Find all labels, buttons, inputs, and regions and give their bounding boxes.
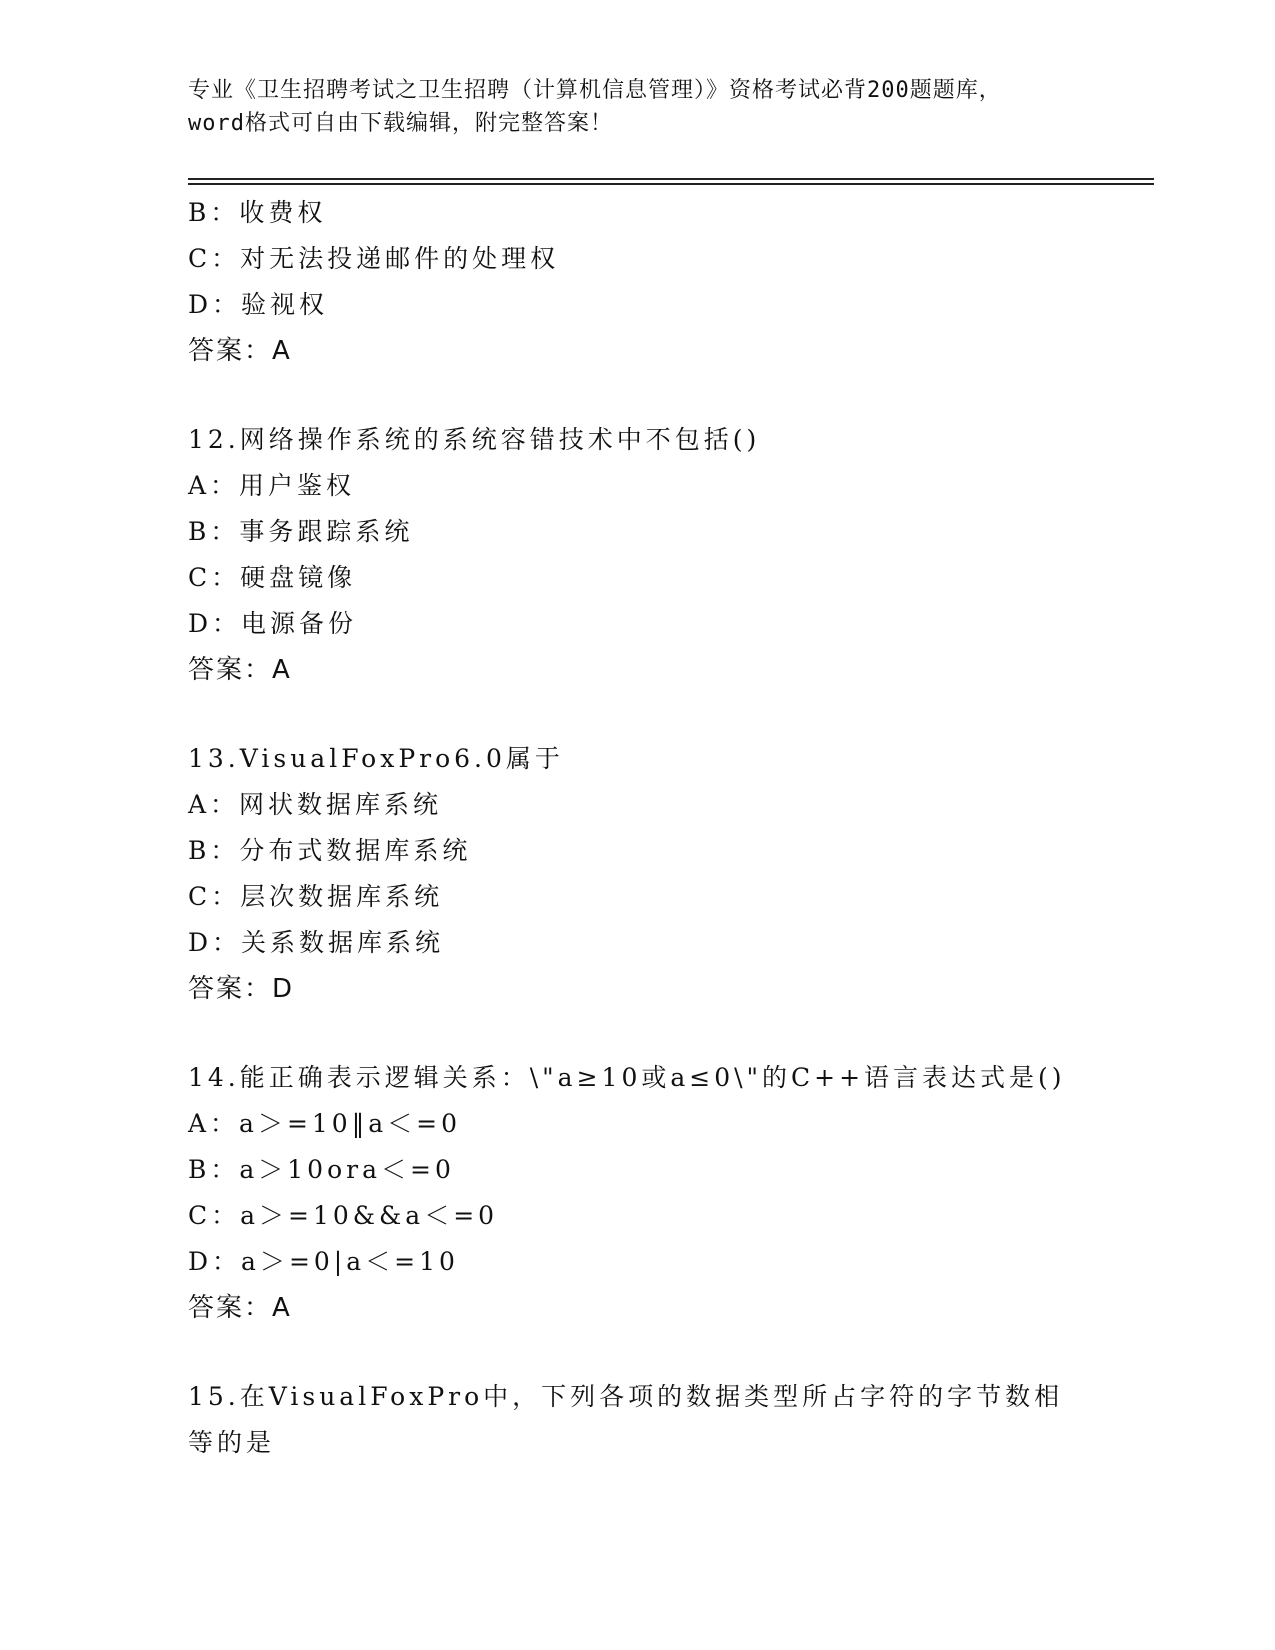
question-block-13 bbox=[188, 736, 1128, 1012]
answer-line: 答案：A bbox=[188, 1293, 292, 1323]
option-c: C：硬盘镜像 bbox=[188, 563, 357, 592]
spacer bbox=[188, 1012, 1128, 1055]
spacer bbox=[188, 1331, 1128, 1374]
answer-line: 答案：D bbox=[188, 974, 295, 1004]
option-a: A：a＞=10‖a＜=0 bbox=[188, 1109, 461, 1138]
option-d: D：a＞=0|a＜=10 bbox=[188, 1247, 459, 1276]
header-divider-top bbox=[188, 178, 1154, 180]
spacer bbox=[188, 693, 1128, 736]
option-b: B：a＞10ora＜=0 bbox=[188, 1155, 455, 1184]
question-block-12 bbox=[188, 417, 1128, 693]
option-b: B：分布式数据库系统 bbox=[188, 836, 472, 865]
question-block-15 bbox=[188, 1374, 1128, 1466]
question-text: 12.网络操作系统的系统容错技术中不包括() bbox=[188, 425, 761, 454]
option-b: B：事务跟踪系统 bbox=[188, 517, 414, 546]
document-header bbox=[188, 74, 1088, 140]
option-d: D：电源备份 bbox=[188, 609, 358, 638]
header-title-line-2: word格式可自由下载编辑，附完整答案！ bbox=[188, 111, 613, 136]
question-text: 15.在VisualFoxPro中，下列各项的数据类型所占字符的字节数相等的是 bbox=[188, 1382, 1064, 1457]
question-block-14 bbox=[188, 1055, 1128, 1331]
option-d: D：关系数据库系统 bbox=[188, 928, 445, 957]
question-block-11 bbox=[188, 190, 1128, 374]
spacer bbox=[188, 374, 1128, 417]
option-c: C：a＞=10&&a＜=0 bbox=[188, 1201, 499, 1230]
answer-line: 答案：A bbox=[188, 655, 292, 685]
answer-line: 答案：A bbox=[188, 336, 292, 366]
option-d: D：验视权 bbox=[188, 290, 329, 319]
option-a: A：网状数据库系统 bbox=[188, 790, 443, 819]
option-b: B：收费权 bbox=[188, 198, 327, 227]
question-list bbox=[188, 190, 1128, 1466]
header-divider-bottom bbox=[188, 183, 1154, 185]
question-text: 13.VisualFoxPro6.0属于 bbox=[188, 744, 564, 773]
option-c: C：层次数据库系统 bbox=[188, 882, 444, 911]
option-c: C：对无法投递邮件的处理权 bbox=[188, 244, 560, 273]
header-title-line-1: 专业《卫生招聘考试之卫生招聘（计算机信息管理）》资格考试必背200题题库， bbox=[188, 78, 1002, 103]
option-a: A：用户鉴权 bbox=[188, 471, 356, 500]
question-text: 14.能正确表示逻辑关系：\"a≥10或a≤0\"的C++语言表达式是() bbox=[188, 1063, 1066, 1092]
